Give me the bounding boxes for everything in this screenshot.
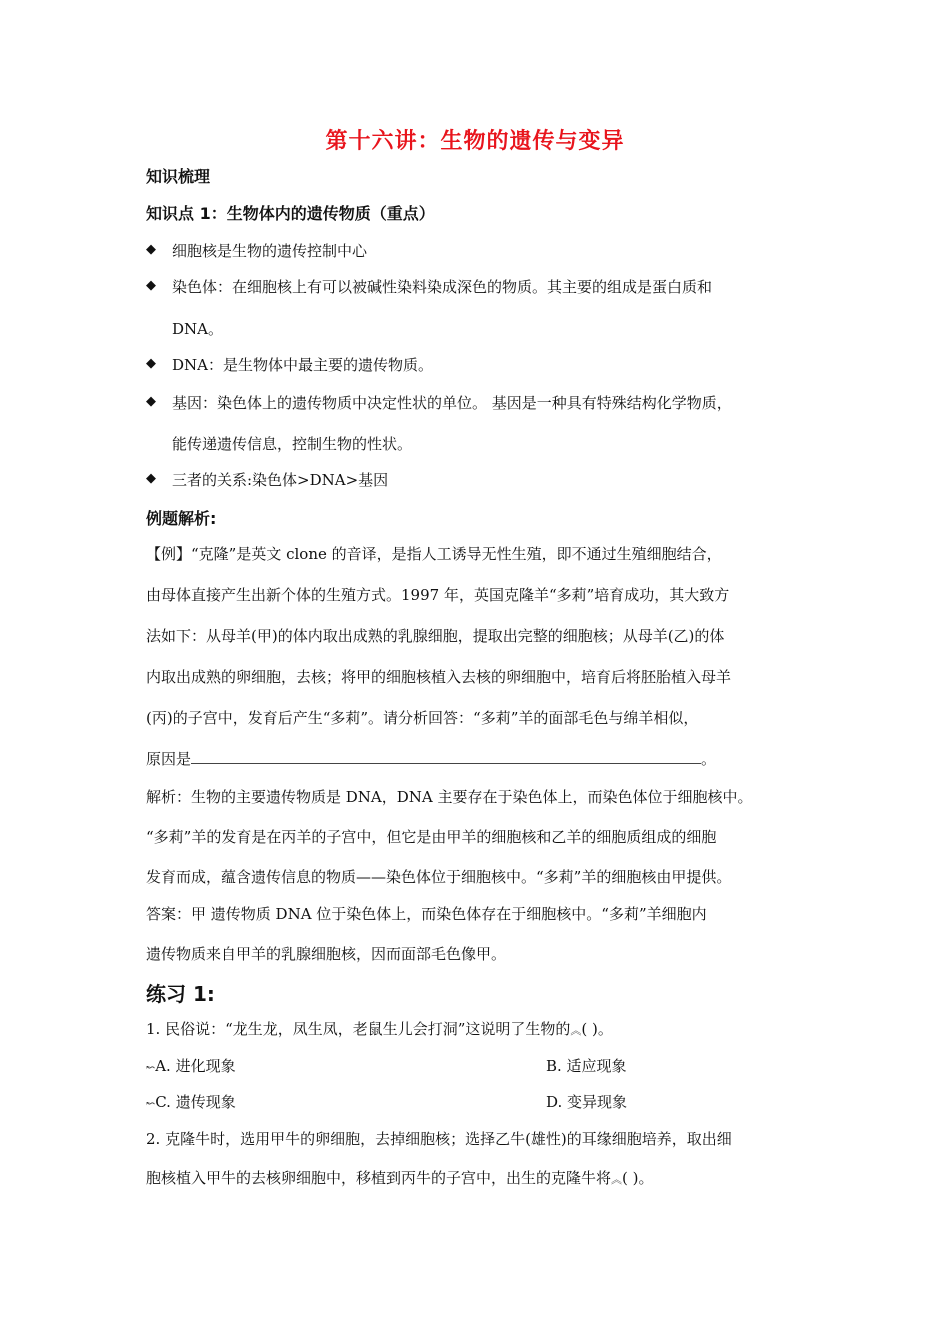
question-2-text: 胞核植入甲牛的去核卵细胞中，移植到丙牛的子宫中，出生的克隆牛将	[146, 1169, 612, 1187]
knowledge-point-heading: 知识点 1：生物体内的遗传物质（重点）	[146, 204, 435, 223]
bullet-icon: ◆	[146, 394, 156, 409]
analysis-line: 解析：生物的主要遗传物质是 DNA，DNA 主要存在于染色体上，而染色体位于细胞核中。	[146, 788, 753, 806]
question-1	[146, 1018, 613, 1039]
example-line: (丙)的子宫中，发育后产生“多莉”。请分析回答：“多莉”羊的面部毛色与绵羊相似，	[146, 709, 699, 727]
example-line: 【例】“克隆”是英文 clone 的音译，是指人工诱导无性生殖，即不通过生殖细胞结合，	[146, 545, 722, 563]
example-line: 法如下：从母羊(甲)的体内取出成熟的乳腺细胞，提取出完整的细胞核；从母羊(乙)的体	[146, 627, 725, 645]
caret-mark-icon: ︽	[611, 1173, 623, 1186]
blank-prefix: 原因是	[146, 750, 192, 768]
blank-suffix: 。	[701, 750, 717, 768]
question-1-paren: ( )。	[581, 1020, 613, 1038]
exercise-heading: 练习 1:	[146, 982, 215, 1006]
option-c-label: C. 遗传现象	[155, 1093, 236, 1111]
option-d[interactable]: D. 变异现象	[546, 1093, 628, 1111]
bullet-text: 细胞核是生物的遗传控制中心	[172, 242, 368, 260]
question-2-paren: ( )。	[622, 1169, 654, 1187]
option-a-label: A. 进化现象	[155, 1057, 236, 1075]
question-1-text: 1. 民俗说：“龙生龙，凤生凤，老鼠生儿会打洞”这说明了生物的	[146, 1020, 571, 1038]
bullet-text-continuation: DNA。	[172, 320, 223, 338]
question-2-line: 2. 克隆牛时，选用甲牛的卵细胞，去掉细胞核；选择乙牛(雄性)的耳缘细胞培养，取出细	[146, 1130, 732, 1148]
page-title: 第十六讲：生物的遗传与变异	[325, 129, 625, 154]
bullet-icon: ◆	[146, 471, 156, 486]
curl-mark-icon: ↜	[146, 1061, 156, 1074]
bullet-text: DNA：是生物体中最主要的遗传物质。	[172, 356, 433, 374]
option-c[interactable]	[146, 1091, 236, 1112]
curl-mark-icon: ↜	[146, 1097, 156, 1110]
bullet-text: 基因：染色体上的遗传物质中决定性状的单位。 基因是一种具有特殊结构化学物质，	[172, 394, 732, 412]
bullet-icon: ◆	[146, 242, 156, 257]
example-line: 由母体直接产生出新个体的生殖方式。1997 年，英国克隆羊“多莉”培育成功，其大致方	[146, 586, 730, 604]
bullet-text-continuation: 能传递遗传信息，控制生物的性状。	[172, 435, 413, 453]
bullet-text: 染色体：在细胞核上有可以被碱性染料染成深色的物质。其主要的组成是蛋白质和	[172, 278, 713, 296]
analysis-line: “多莉”羊的发育是在丙羊的子宫中，但它是由甲羊的细胞核和乙羊的细胞质组成的细胞	[146, 828, 717, 846]
option-a[interactable]	[146, 1055, 236, 1076]
example-line: 内取出成熟的卵细胞，去核；将甲的细胞核植入去核的卵细胞中，培育后将胚胎植入母羊	[146, 668, 732, 686]
example-heading: 例题解析:	[146, 509, 217, 528]
bullet-icon: ◆	[146, 356, 156, 371]
answer-blank[interactable]	[191, 749, 701, 764]
option-b[interactable]: B. 适应现象	[546, 1057, 627, 1075]
answer-blank-line	[146, 748, 716, 769]
section-heading-knowledge: 知识梳理	[146, 167, 211, 186]
analysis-line: 发育而成，蕴含遗传信息的物质——染色体位于细胞核中。“多莉”羊的细胞核由甲提供。	[146, 868, 732, 886]
caret-mark-icon: ︽	[570, 1024, 582, 1037]
question-2-line	[146, 1167, 654, 1188]
answer-line: 答案：甲 遗传物质 DNA 位于染色体上，而染色体存在于细胞核中。“多莉”羊细胞内	[146, 905, 707, 923]
answer-line: 遗传物质来自甲羊的乳腺细胞核，因而面部毛色像甲。	[146, 945, 507, 963]
bullet-text: 三者的关系:染色体>DNA>基因	[172, 471, 389, 489]
bullet-icon: ◆	[146, 278, 156, 293]
